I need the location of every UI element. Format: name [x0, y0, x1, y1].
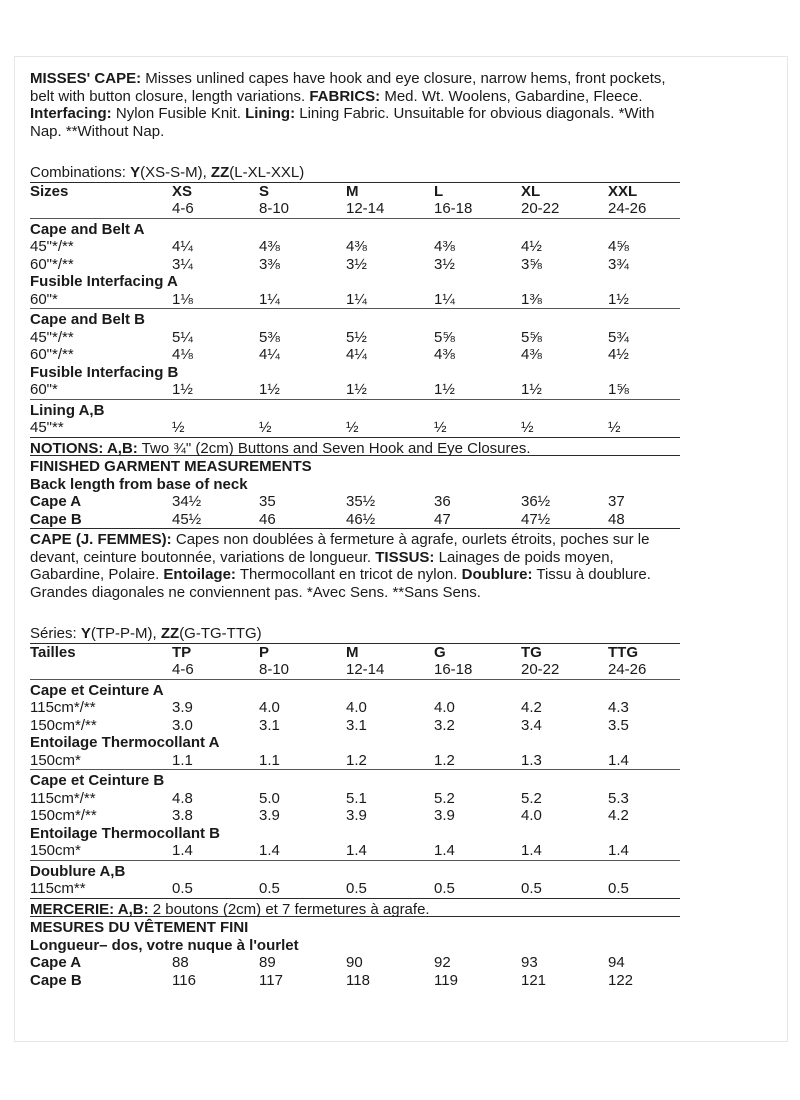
yardage-value: 1.1: [172, 751, 193, 769]
yardage-value: 0.5: [346, 880, 367, 897]
intro-text: Tissu à doublure. Grandes diagonales ne conviennent pas. *Avec Sens. **Sans Sens.: [30, 566, 651, 601]
finished-value: 35½: [346, 493, 376, 510]
yardage-value: 3⅝: [521, 255, 542, 273]
section-end-rule: [30, 528, 680, 529]
yardage-value: 3.2: [434, 716, 455, 734]
finished-row: [30, 972, 680, 990]
intro-paragraph-fr: [30, 531, 680, 601]
yardage-row: [30, 256, 680, 274]
yardage-value: 1.1: [259, 751, 280, 769]
intro-title-en: MISSES' CAPE:: [30, 70, 142, 87]
combo-prefix: Combinations:: [30, 164, 131, 181]
yardage-value: 0.5: [608, 880, 629, 897]
yardage-value: 0.5: [259, 880, 280, 897]
intro-paragraph-en: [30, 70, 680, 140]
yardage-group: [30, 309, 680, 399]
yardage-value: 5.0: [259, 789, 280, 807]
yardage-value: 1½: [346, 381, 367, 398]
size-number-spacer: [30, 661, 172, 679]
yardage-value: 3½: [434, 255, 455, 273]
finished-measurements: [30, 917, 680, 989]
intro-text: Thermocollant en tricot de nylon.: [235, 566, 462, 583]
yardage-value: 4⅝: [608, 238, 629, 255]
finished-value: 88: [172, 954, 189, 971]
size-number: 24-26: [608, 661, 647, 678]
finished-value: 94: [608, 954, 625, 971]
size-number-row: [30, 200, 680, 218]
notions-text: Two ¾" (2cm) Buttons and Seven Hook and Eye Closures.: [137, 439, 531, 457]
yardage-row: [30, 842, 680, 860]
yardage-value: 1⅝: [608, 381, 629, 398]
section-title: Entoilage Thermocollant B: [30, 824, 221, 842]
yardage-group: [30, 770, 680, 860]
size-number: 8-10: [259, 661, 290, 678]
size-name: XL: [521, 182, 541, 200]
yardage-value: 1.4: [434, 842, 455, 859]
size-number: 20-22: [521, 200, 560, 217]
yardage-value: 0.5: [521, 880, 542, 897]
yardage-value: 5⅜: [259, 328, 280, 346]
combo-prefix: Séries:: [30, 625, 81, 642]
intro-text: Med. Wt. Woolens, Gabardine, Fleece.: [380, 87, 643, 105]
intro-text: Lainages de poids moyen, Gabardine, Polaire.: [30, 548, 614, 583]
yardage-row: [30, 790, 680, 808]
yardage-value: 3.9: [434, 807, 455, 824]
fabric-width-label: 115cm*/**: [30, 699, 96, 716]
finished-value: 47: [434, 510, 451, 528]
size-number: 4-6: [172, 661, 194, 678]
fabric-width-label: 115cm*/**: [30, 789, 96, 807]
size-header-label: Sizes: [30, 182, 69, 200]
yardage-value: 1.4: [259, 842, 280, 859]
section-title: Cape and Belt B: [30, 311, 146, 328]
size-name: TP: [172, 643, 192, 661]
finished-value: 90: [346, 954, 363, 971]
yardage-group: [30, 680, 680, 770]
yardage-value: 1.3: [521, 751, 542, 769]
size-number: 12-14: [346, 661, 385, 678]
notions-line: [30, 899, 680, 917]
yardage-value: 4⅛: [172, 346, 193, 363]
yardage-value: 4.0: [521, 807, 542, 824]
yardage-value: 1.4: [346, 842, 367, 859]
section-title: Lining A,B: [30, 401, 105, 419]
yardage-value: 1.4: [172, 842, 193, 859]
intro-text: Nylon Fusible Knit.: [111, 105, 246, 122]
finished-value: 37: [608, 493, 625, 510]
finished-title: FINISHED GARMENT MEASUREMENTS: [30, 458, 312, 475]
combo-y: Y: [130, 164, 141, 181]
yardage-value: 4.0: [346, 699, 367, 716]
finished-value: 117: [259, 971, 283, 989]
yardage-row: [30, 752, 680, 770]
fabrics-label: FABRICS:: [309, 87, 381, 105]
yardage-value: 1.4: [521, 842, 542, 859]
notions-label: NOTIONS: A,B:: [30, 439, 138, 457]
yardage-value: 4⅜: [434, 238, 455, 255]
yardage-value: 5.2: [521, 789, 542, 807]
yardage-value: 3.8: [172, 807, 193, 824]
yardage-value: 1½: [172, 381, 193, 398]
finished-row-label: Cape A: [30, 954, 82, 971]
yardage-row: [30, 346, 680, 364]
fabric-width-label: 150cm*: [30, 842, 81, 859]
finished-row-label: Cape A: [30, 493, 82, 510]
yardage-value: 4⅜: [521, 346, 542, 363]
yardage-value: 4½: [608, 346, 629, 363]
yardage-value: 3.9: [172, 699, 193, 716]
yardage-value: ½: [346, 419, 359, 436]
combo-zz-sizes: (L-XL-XXL): [229, 164, 305, 181]
yardage-value: 4½: [521, 238, 542, 255]
finished-value: 92: [434, 954, 451, 971]
fabric-width-label: 150cm*/**: [30, 716, 97, 734]
fabric-width-label: 150cm*: [30, 751, 81, 769]
size-header-row: [30, 183, 680, 201]
yardage-table-en: [30, 182, 680, 530]
yardage-value: ½: [172, 419, 185, 436]
intro-text: Capes non doublées à fermeture à agrafe, ourlets étroits, poches sur le devant, ceinture boutonnée, variations de longueur.: [30, 531, 650, 566]
yardage-value: 3.4: [521, 716, 542, 734]
fabric-width-label: 60"*/**: [30, 346, 74, 363]
yardage-group: [30, 861, 680, 898]
size-number: 16-18: [434, 661, 473, 678]
yardage-value: 4¼: [259, 346, 280, 363]
size-name: P: [259, 643, 270, 661]
yardage-value: 4⅜: [259, 238, 280, 255]
interfacing-label: Interfacing:: [30, 105, 112, 122]
yardage-value: ½: [521, 419, 534, 436]
finished-value: 48: [608, 510, 625, 528]
fabric-width-label: 60"*: [30, 290, 58, 308]
section-title: Cape et Ceinture A: [30, 681, 164, 699]
fabric-width-label: 150cm*/**: [30, 807, 97, 824]
size-name: S: [259, 182, 270, 200]
yardage-value: 5¾: [608, 328, 629, 346]
yardage-row: [30, 381, 680, 399]
yardage-group: [30, 219, 680, 309]
combinations-line-fr: [30, 625, 680, 643]
tissus-label: TISSUS:: [375, 548, 435, 566]
finished-value: 119: [434, 971, 458, 989]
finished-value: 36½: [521, 493, 551, 510]
yardage-value: 3.9: [346, 807, 367, 824]
yardage-row: [30, 880, 680, 898]
yardage-value: 3¾: [608, 255, 629, 273]
entoilage-label: Entoilage:: [163, 566, 236, 583]
finished-value: 36: [434, 493, 451, 510]
intro-text: Lining Fabric. Unsuitable for obvious diagonals. *With Nap. **Without Nap.: [30, 105, 655, 140]
finished-value: 35: [259, 493, 276, 510]
finished-row: [30, 511, 680, 529]
yardage-value: 5.2: [434, 789, 455, 807]
yardage-value: 1¼: [434, 290, 455, 308]
yardage-value: 4¼: [346, 346, 367, 363]
combo-y-sizes: (XS-S-M),: [140, 164, 211, 181]
yardage-value: 3⅜: [259, 255, 280, 273]
yardage-value: 1½: [608, 290, 629, 308]
yardage-value: 1¼: [259, 290, 280, 308]
yardage-value: 4.2: [521, 699, 542, 716]
yardage-value: 1.2: [434, 751, 455, 769]
yardage-value: 3½: [346, 255, 367, 273]
yardage-value: 1.4: [608, 842, 629, 859]
yardage-row: [30, 419, 680, 437]
size-number: 20-22: [521, 661, 560, 678]
yardage-value: 4¼: [172, 238, 193, 255]
yardage-row: [30, 807, 680, 825]
yardage-value: 3¼: [172, 255, 193, 273]
finished-row-label: Cape B: [30, 971, 82, 989]
intro-title-fr: CAPE (J. FEMMES):: [30, 531, 172, 548]
finished-row: [30, 493, 680, 511]
fabric-width-label: 45"*/**: [30, 238, 74, 255]
finished-value: 118: [346, 971, 370, 989]
yardage-value: 3.0: [172, 716, 193, 734]
yardage-value: 1.4: [608, 751, 629, 769]
yardage-value: 4⅜: [346, 238, 367, 255]
fabric-width-label: 60"*: [30, 381, 58, 398]
yardage-value: 1½: [259, 381, 280, 398]
section-title: Entoilage Thermocollant A: [30, 734, 220, 751]
size-name: XS: [172, 182, 193, 200]
finished-row: [30, 954, 680, 972]
yardage-value: 1⅜: [521, 290, 542, 308]
yardage-table-fr: [30, 643, 680, 990]
notions-text: 2 boutons (2cm) et 7 fermetures à agrafe.: [148, 900, 430, 918]
yardage-value: 4.3: [608, 699, 629, 716]
size-name: M: [346, 643, 359, 661]
pattern-back-document: [30, 70, 680, 989]
size-number: 16-18: [434, 200, 473, 217]
size-name: L: [434, 182, 444, 200]
yardage-value: 5⅝: [521, 328, 542, 346]
finished-row-label: Cape B: [30, 510, 82, 528]
yardage-value: ½: [608, 419, 621, 436]
finished-value: 45½: [172, 510, 202, 528]
finished-measurements: [30, 456, 680, 528]
yardage-value: 4⅜: [434, 346, 455, 363]
combinations-line-en: [30, 164, 680, 182]
yardage-group: [30, 400, 680, 437]
section-title: Fusible Interfacing B: [30, 363, 179, 381]
size-header-row: [30, 644, 680, 662]
size-number: 8-10: [259, 200, 290, 217]
size-name: M: [346, 182, 359, 200]
yardage-value: 5.3: [608, 789, 629, 807]
finished-value: 93: [521, 954, 538, 971]
yardage-value: 3.9: [259, 807, 280, 824]
yardage-value: 3.5: [608, 716, 629, 734]
finished-value: 116: [172, 971, 196, 989]
yardage-value: ½: [434, 419, 447, 436]
size-number: 4-6: [172, 200, 194, 217]
notions-line: [30, 438, 680, 456]
finished-value: 46½: [346, 510, 376, 528]
intro-text: Misses unlined capes have hook and eye closure, narrow hems, front pockets, belt with button closure, length variations.: [30, 70, 666, 105]
combo-y-sizes: (TP-P-M),: [90, 625, 161, 642]
combo-zz: ZZ: [160, 625, 180, 642]
yardage-value: 3.1: [259, 716, 280, 734]
yardage-value: 4.0: [259, 699, 280, 716]
yardage-value: 3.1: [346, 716, 367, 734]
yardage-value: 5.1: [346, 789, 367, 807]
finished-title: MESURES DU VÊTEMENT FINI: [30, 919, 249, 936]
finished-value: 34½: [172, 493, 202, 510]
yardage-value: 1½: [434, 381, 455, 398]
fabric-width-label: 115cm**: [30, 880, 86, 897]
section-title: Doublure A,B: [30, 862, 126, 880]
size-name: G: [434, 643, 446, 661]
section-title: Fusible Interfacing A: [30, 273, 178, 290]
finished-subtitle: Longueur– dos, votre nuque à l'ourlet: [30, 936, 299, 954]
yardage-value: 1.2: [346, 751, 367, 769]
size-number: 24-26: [608, 200, 647, 217]
yardage-value: 4.8: [172, 789, 193, 807]
yardage-value: 0.5: [172, 880, 193, 897]
size-number: 12-14: [346, 200, 385, 217]
finished-value: 47½: [521, 510, 551, 528]
yardage-value: 5⅝: [434, 328, 455, 346]
doublure-label: Doublure:: [461, 566, 533, 583]
yardage-value: 4.0: [434, 699, 455, 716]
fabric-width-label: 45"**: [30, 419, 64, 436]
lining-label: Lining:: [245, 105, 296, 122]
size-name: XXL: [608, 182, 638, 200]
finished-value: 46: [259, 510, 276, 528]
yardage-value: 1⅛: [172, 290, 193, 308]
finished-subtitle: Back length from base of neck: [30, 475, 248, 493]
combo-zz: ZZ: [210, 164, 230, 181]
size-number-row: [30, 661, 680, 679]
size-name: TTG: [608, 643, 638, 661]
fabric-width-label: 45"*/**: [30, 328, 74, 346]
yardage-value: 4.2: [608, 807, 629, 824]
finished-value: 122: [608, 971, 634, 989]
finished-value: 89: [259, 954, 276, 971]
fabric-width-label: 60"*/**: [30, 255, 74, 273]
yardage-value: ½: [259, 419, 272, 436]
yardage-row: [30, 329, 680, 347]
section-title: Cape et Ceinture B: [30, 772, 165, 789]
size-number-spacer: [30, 200, 172, 218]
size-name: TG: [521, 643, 542, 661]
combo-zz-sizes: (G-TG-TTG): [179, 625, 262, 642]
finished-value: 121: [521, 971, 547, 989]
section-title: Cape and Belt A: [30, 220, 145, 238]
yardage-value: 0.5: [434, 880, 455, 897]
size-header-label: Tailles: [30, 643, 76, 661]
yardage-value: 1¼: [346, 290, 367, 308]
yardage-row: [30, 699, 680, 717]
yardage-value: 5¼: [172, 328, 193, 346]
combo-y: Y: [80, 625, 91, 642]
yardage-value: 1½: [521, 381, 542, 398]
notions-label: MERCERIE: A,B:: [30, 900, 149, 918]
yardage-row: [30, 238, 680, 256]
yardage-row: [30, 717, 680, 735]
yardage-row: [30, 291, 680, 309]
yardage-value: 5½: [346, 328, 367, 346]
